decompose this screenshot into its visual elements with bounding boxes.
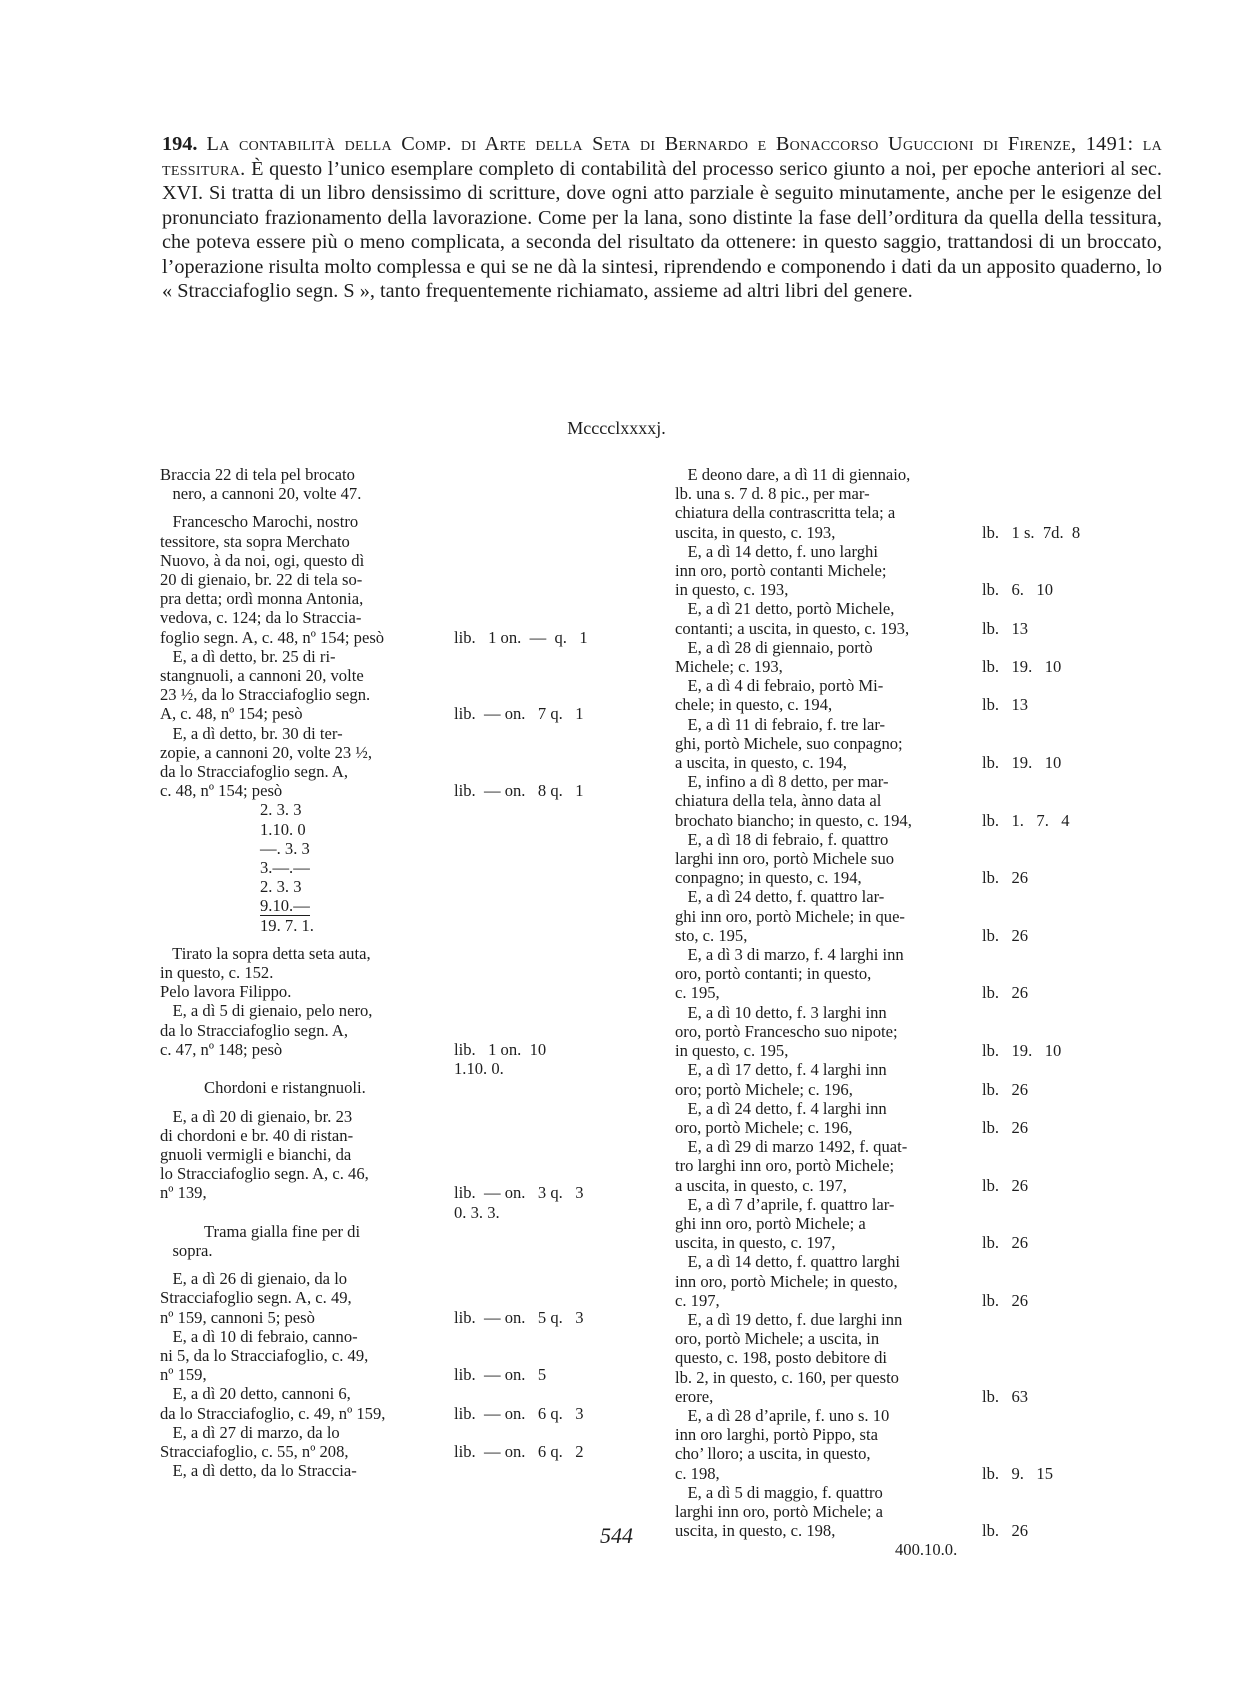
ledger-text: oro, portò contanti; in questo, — [675, 964, 872, 984]
ledger-line — [675, 1003, 1145, 1022]
ledger-text: E, a dì 10 di febraio, canno- — [160, 1326, 358, 1346]
ledger-line — [160, 1442, 640, 1461]
right-ledger-column — [675, 465, 1145, 1560]
ledger-line — [160, 944, 640, 963]
ledger-line — [675, 1137, 1145, 1156]
ledger-text: uscita, in questo, c. 193, — [675, 522, 836, 542]
ledger-line — [675, 542, 1145, 561]
ledger-text: oro, portò Francescho suo nipote; — [675, 1021, 898, 1041]
ledger-line — [675, 599, 1145, 618]
ledger-line — [160, 963, 640, 982]
ledger-text: 20 di gienaio, br. 22 di tela so- — [160, 570, 363, 590]
ledger-text: E, a dì 17 detto, f. 4 larghi inn — [675, 1060, 887, 1080]
ledger-amount: lb. 26 — [982, 868, 1029, 888]
ledger-amount: lb. 19. 10 — [982, 753, 1062, 773]
ledger-text: E, a dì detto, br. 30 di ter- — [160, 723, 343, 743]
sum-value: 19. 7. 1. — [260, 915, 314, 935]
ledger-line — [160, 512, 640, 531]
ledger-amount: lib. — on. 6 q. 2 — [454, 1441, 584, 1461]
ledger-line — [160, 704, 640, 723]
ledger-text: di chordoni e br. 40 di ristan- — [160, 1125, 354, 1145]
ledger-text: chiatura della contrascritta tela; a — [675, 503, 896, 523]
ledger-line — [160, 1269, 640, 1288]
ledger-line — [675, 791, 1145, 810]
ledger-text: da lo Stracciafoglio segn. A, — [160, 1020, 349, 1040]
ledger-line — [160, 1145, 640, 1164]
ledger-line — [675, 695, 1145, 714]
sum-value: 2. 3. 3 — [260, 877, 302, 897]
section-heading: Trama gialla fine per di — [204, 1221, 361, 1241]
ledger-line — [160, 1126, 640, 1145]
ledger-line — [160, 762, 640, 781]
ledger-amount: lib. — on. 5 — [454, 1365, 547, 1385]
ledger-text: a uscita, in questo, c. 197, — [675, 1175, 847, 1195]
entry-gap — [160, 1260, 640, 1269]
ledger-text: uscita, in questo, c. 197, — [675, 1233, 836, 1253]
ledger-line — [160, 484, 640, 503]
sum-line — [160, 896, 640, 915]
ledger-line — [160, 982, 640, 1001]
ledger-text: E, a dì 24 detto, f. 4 larghi inn — [675, 1098, 887, 1118]
sum-value: 3.—.— — [260, 858, 310, 878]
ledger-text: E, a dì 26 di gienaio, da lo — [160, 1269, 348, 1289]
ledger-line — [675, 1080, 1145, 1099]
ledger-amount: lib. 1 on. — q. 1 — [454, 627, 588, 647]
ledger-text: oro, portò Michele; c. 196, — [675, 1117, 853, 1137]
ledger-amount: lib. 1 on. 10 — [454, 1039, 547, 1059]
ledger-text: larghi inn oro, portò Michele suo — [675, 849, 895, 869]
ledger-amount: lb. 19. 10 — [982, 657, 1062, 677]
ledger-text: E, a dì 24 detto, f. quattro lar- — [675, 887, 885, 907]
ledger-amount: lb. 19. 10 — [982, 1041, 1062, 1061]
ledger-text: Stracciafoglio segn. A, c. 49, — [160, 1288, 352, 1308]
ledger-line — [160, 666, 640, 685]
ledger-line — [675, 503, 1145, 522]
ledger-text: brochato biancho; in questo, c. 194, — [675, 810, 912, 830]
ledger-line — [160, 1059, 640, 1078]
ledger-line — [675, 964, 1145, 983]
ledger-line — [160, 465, 640, 484]
ledger-text: nº 159, — [160, 1365, 207, 1385]
entry-body: È questo l’unico esemplare completo di contabilità del processo serico giunto a noi, per epoche anteriori al sec. XVI. Si tratta di un libro densissimo di scritture, dove ogni atto parziale è seguito minutamente, anche per le esigenze del pronunciato frazionamento della lavorazione. Come per la lana, sono distinte la fase dell’orditura da quella della tessitura, che poteva essere più o meno complicata, a seconda del risultato da ottenere: in questo saggio, trattandosi di un broccato, l’operazione risulta molto complessa e qui se ne dà la sintesi, riprendendo e componendo i dati da un apposito quaderno, lo « Stracciafoglio segn. S », tanto frequentemente richiamato, assieme ad altri libri del genere. — [162, 157, 1162, 302]
section-heading: Chordoni e ristangnuoli. — [204, 1078, 366, 1098]
ledger-line — [675, 1464, 1145, 1483]
ledger-text: E, a dì 20 di gienaio, br. 23 — [160, 1106, 353, 1126]
ledger-text: vedova, c. 124; da lo Straccia- — [160, 608, 362, 628]
ledger-line — [675, 638, 1145, 657]
ledger-line — [675, 868, 1145, 887]
ledger-text: gnuoli vermigli e bianchi, da — [160, 1144, 352, 1164]
ledger-line — [675, 1483, 1145, 1502]
ledger-text: Braccia 22 di tela pel brocato — [160, 465, 355, 484]
ledger-line — [675, 1387, 1145, 1406]
ledger-text: 23 ½, da lo Stracciafoglio segn. — [160, 685, 371, 705]
ledger-text: tro larghi inn oro, portò Michele; — [675, 1156, 895, 1176]
ledger-text: Francescho Marochi, nostro — [160, 512, 359, 532]
ledger-line — [675, 1272, 1145, 1291]
ledger-amount: lb. 9. 15 — [982, 1463, 1053, 1483]
ledger-text: in questo, c. 152. — [160, 963, 274, 983]
ledger-text: c. 48, nº 154; pesò — [160, 781, 283, 801]
ledger-amount: lb. 1. 7. 4 — [982, 810, 1070, 830]
sum-line — [160, 858, 640, 877]
ledger-line — [675, 1214, 1145, 1233]
ledger-line — [160, 1288, 640, 1307]
ledger-line — [675, 1406, 1145, 1425]
ledger-line — [675, 1195, 1145, 1214]
ledger-line — [160, 1404, 640, 1423]
ledger-text: sto, c. 195, — [675, 925, 748, 945]
ledger-line — [160, 1423, 640, 1442]
ledger-text: inn oro, portò contanti Michele; — [675, 561, 887, 581]
ledger-amount: 1.10. 0. — [454, 1059, 504, 1079]
ledger-line — [160, 570, 640, 589]
ledger-text: E, a dì 4 di febraio, portò Mi- — [675, 676, 884, 696]
ledger-text: ghi inn oro, portò Michele; a — [675, 1213, 866, 1233]
ledger-text: c. 195, — [675, 983, 720, 1003]
ledger-line — [675, 772, 1145, 791]
ledger-amount: lb. 26 — [982, 983, 1029, 1003]
ledger-line — [160, 1384, 640, 1403]
ledger-line — [160, 1107, 640, 1126]
ledger-line — [675, 907, 1145, 926]
ledger-amount: lb. 1 s. 7d. 8 — [982, 522, 1081, 542]
ledger-amount: lib. — on. 8 q. 1 — [454, 781, 584, 801]
ledger-text: erore, — [675, 1386, 714, 1406]
ledger-amount: lb. 26 — [982, 925, 1029, 945]
ledger-line — [675, 1118, 1145, 1137]
ledger-text: lb. 2, in questo, c. 160, per questo — [675, 1367, 899, 1387]
ledger-line — [675, 523, 1145, 542]
sum-line — [160, 877, 640, 896]
ledger-text: Pelo lavora Filippo. — [160, 982, 292, 1002]
ledger-text: E, a dì 27 di marzo, da lo — [160, 1422, 340, 1442]
ledger-line — [160, 551, 640, 570]
ledger-text: conpagno; in questo, c. 194, — [675, 868, 862, 888]
ledger-text: chiatura della tela, ànno data al — [675, 791, 882, 811]
ledger-line — [675, 1329, 1145, 1348]
ledger-line — [675, 1022, 1145, 1041]
ledger-line — [675, 715, 1145, 734]
ledger-text: E, a dì 14 detto, f. uno larghi — [675, 541, 878, 561]
year-heading: Mcccclxxxxj. — [567, 418, 666, 438]
ledger-text: E, a dì 5 di maggio, f. quattro — [675, 1482, 883, 1502]
ledger-text: larghi inn oro, portò Michele; a — [675, 1501, 883, 1521]
ledger-line — [675, 676, 1145, 695]
page-number: 544 — [600, 1523, 633, 1548]
ledger-line — [675, 561, 1145, 580]
sum-line — [160, 839, 640, 858]
ledger-text: oro; portò Michele; c. 196, — [675, 1079, 853, 1099]
ledger-text: inn oro larghi, portò Pippo, sta — [675, 1425, 878, 1445]
ledger-line — [675, 753, 1145, 772]
left-ledger-column — [160, 465, 640, 1480]
sum-value: —. 3. 3 — [260, 838, 310, 858]
ledger-line — [675, 1291, 1145, 1310]
entry-gap — [160, 503, 640, 512]
ledger-text: E, a dì 29 di marzo 1492, f. quat- — [675, 1137, 908, 1157]
ledger-line — [160, 532, 640, 551]
ledger-line — [675, 734, 1145, 753]
ledger-amount: lb. 26 — [982, 1117, 1029, 1137]
ledger-text: ghi, portò Michele, suo conpagno; — [675, 733, 903, 753]
ledger-line — [675, 619, 1145, 638]
ledger-text: Michele; c. 193, — [675, 657, 783, 677]
ledger-amount: lb. 13 — [982, 695, 1029, 715]
ledger-text: pra detta; ordì monna Antonia, — [160, 589, 364, 609]
ledger-text: E, a dì 18 di febraio, f. quattro — [675, 829, 889, 849]
sum-value: 9.10.— — [260, 896, 310, 916]
ledger-text: tessitore, sta sopra Merchato — [160, 531, 350, 551]
ledger-line — [160, 647, 640, 666]
ledger-amount: lb. 26 — [982, 1521, 1029, 1541]
ledger-text: E, a dì 21 detto, portò Michele, — [675, 599, 895, 619]
ledger-text: uscita, in questo, c. 198, — [675, 1521, 836, 1541]
ledger-text: questo, c. 198, posto debitore di — [675, 1348, 887, 1368]
ledger-text: E, a dì 28 d’aprile, f. uno s. 10 — [675, 1405, 890, 1425]
ledger-text: nº 139, — [160, 1183, 207, 1203]
entry-gap — [160, 1098, 640, 1107]
entry-title: La contabilità della Comp. di Arte della Seta di Bernardo e Bonaccorso Uguccioni di Firenze, 1491: la tessitura. — [162, 133, 1162, 180]
ledger-amount: lb. 63 — [982, 1386, 1029, 1406]
ledger-line — [675, 1502, 1145, 1521]
ledger-line — [160, 1040, 640, 1059]
sum-line — [160, 820, 640, 839]
ledger-line — [160, 1183, 640, 1202]
ledger-text: E, a dì 5 di gienaio, pelo nero, — [160, 1001, 373, 1021]
ledger-text: c. 198, — [675, 1463, 720, 1483]
ledger-line — [675, 1233, 1145, 1252]
ledger-text: Nuovo, à da noi, ogi, questo dì — [160, 550, 365, 570]
ledger-text: Tirato la sopra detta seta auta, — [160, 943, 371, 963]
ledger-text: da lo Stracciafoglio, c. 49, nº 159, — [160, 1403, 386, 1423]
ledger-text: Stracciafoglio, c. 55, nº 208, — [160, 1441, 349, 1461]
ledger-text: E, a dì 10 detto, f. 3 larghi inn — [675, 1002, 887, 1022]
sum-value: 1.10. 0 — [260, 819, 306, 839]
ledger-text: E, a dì 28 di giennaio, portò — [675, 637, 873, 657]
ledger-amount: lb. 26 — [982, 1290, 1029, 1310]
ledger-text: A, c. 48, nº 154; pesò — [160, 704, 303, 724]
ledger-text: E, a dì detto, br. 25 di ri- — [160, 646, 336, 666]
ledger-amount: lb. 26 — [982, 1175, 1029, 1195]
ledger-text: inn oro, portò Michele; in questo, — [675, 1271, 898, 1291]
ledger-line — [160, 628, 640, 647]
ledger-text: zopie, a cannoni 20, volte 23 ½, — [160, 742, 372, 762]
ledger-text: nº 159, cannoni 5; pesò — [160, 1307, 315, 1327]
ledger-text: E, a dì detto, da lo Straccia- — [160, 1461, 357, 1481]
ledger-line — [160, 724, 640, 743]
ledger-amount: lb. 26 — [982, 1079, 1029, 1099]
ledger-line — [675, 849, 1145, 868]
ledger-text: E, a dì 3 di marzo, f. 4 larghi inn — [675, 945, 904, 965]
ledger-line — [675, 1099, 1145, 1118]
ledger-text: E, a dì 14 detto, f. quattro larghi — [675, 1252, 901, 1272]
ledger-line — [160, 1001, 640, 1020]
ledger-text: contanti; a uscita, in questo, c. 193, — [675, 618, 910, 638]
ledger-text: c. 197, — [675, 1290, 720, 1310]
ledger-text: ghi inn oro, portò Michele; in que- — [675, 906, 905, 926]
ledger-line — [160, 1164, 640, 1183]
ledger-amount: lb. 26 — [982, 1233, 1029, 1253]
ledger-line — [160, 1308, 640, 1327]
ledger-amount: 0. 3. 3. — [454, 1202, 500, 1222]
ledger-line — [160, 685, 640, 704]
ledger-amount: lib. — on. 7 q. 1 — [454, 704, 584, 724]
ledger-line — [675, 1176, 1145, 1195]
ledger-line — [675, 887, 1145, 906]
ledger-line — [160, 1241, 640, 1260]
ledger-text: in questo, c. 193, — [675, 580, 789, 600]
intro-paragraph — [162, 132, 1162, 304]
ledger-line — [160, 1021, 640, 1040]
sum-line — [160, 800, 640, 819]
ledger-line — [160, 1327, 640, 1346]
ledger-line — [675, 811, 1145, 830]
ledger-text: ni 5, da lo Stracciafoglio, c. 49, — [160, 1345, 369, 1365]
ledger-text: a uscita, in questo, c. 194, — [675, 753, 847, 773]
ledger-text: E, a dì 20 detto, cannoni 6, — [160, 1384, 351, 1404]
sum-value: 2. 3. 3 — [260, 800, 302, 820]
ledger-line — [675, 580, 1145, 599]
ledger-text: E, a dì 7 d’aprile, f. quattro lar- — [675, 1194, 895, 1214]
ledger-line — [160, 608, 640, 627]
ledger-line — [675, 926, 1145, 945]
ledger-text: in questo, c. 195, — [675, 1041, 789, 1061]
column-total: 400.10.0. — [895, 1540, 958, 1560]
ledger-amount: lb. 6. 10 — [982, 580, 1053, 600]
ledger-text: c. 47, nº 148; pesò — [160, 1039, 283, 1059]
ledger-text: nero, a cannoni 20, volte 47. — [160, 484, 362, 504]
ledger-line — [675, 1368, 1145, 1387]
ledger-text: E, a dì 19 detto, f. due larghi inn — [675, 1309, 903, 1329]
ledger-line — [160, 1365, 640, 1384]
ledger-amount: lib. — on. 6 q. 3 — [454, 1403, 584, 1423]
ledger-text: da lo Stracciafoglio segn. A, — [160, 762, 349, 782]
ledger-line — [160, 1346, 640, 1365]
ledger-line — [160, 1203, 640, 1222]
ledger-text: chele; in questo, c. 194, — [675, 695, 833, 715]
ledger-line — [675, 657, 1145, 676]
ledger-text: oro, portò Michele; a uscita, in — [675, 1329, 880, 1349]
ledger-line — [675, 983, 1145, 1002]
ledger-text: sopra. — [160, 1240, 213, 1260]
ledger-line — [675, 465, 1145, 484]
ledger-text: lo Stracciafoglio segn. A, c. 46, — [160, 1164, 369, 1184]
ledger-line — [675, 1444, 1145, 1463]
ledger-line — [160, 1461, 640, 1480]
ledger-text: foglio segn. A, c. 48, nº 154; pesò — [160, 627, 385, 647]
ledger-line — [675, 1348, 1145, 1367]
ledger-text: cho’ lloro; a uscita, in questo, — [675, 1444, 871, 1464]
ledger-line — [160, 743, 640, 762]
ledger-text: E deono dare, a dì 11 di giennaio, — [675, 465, 911, 484]
entry-gap — [160, 935, 640, 944]
entry-number: 194. — [162, 133, 198, 155]
sum-line — [160, 916, 640, 935]
ledger-text: stangnuoli, a cannoni 20, volte — [160, 666, 364, 686]
ledger-text: E, infino a dì 8 detto, per mar- — [675, 772, 889, 792]
ledger-line — [675, 1252, 1145, 1271]
ledger-amount: lib. — on. 3 q. 3 — [454, 1183, 584, 1203]
ledger-line — [160, 781, 640, 800]
ledger-line — [675, 830, 1145, 849]
ledger-line — [675, 1156, 1145, 1175]
ledger-amount: lib. — on. 5 q. 3 — [454, 1307, 584, 1327]
ledger-line — [675, 1041, 1145, 1060]
ledger-amount: lb. 13 — [982, 618, 1029, 638]
ledger-line — [675, 1310, 1145, 1329]
ledger-line — [160, 589, 640, 608]
ledger-line — [675, 484, 1145, 503]
ledger-line — [675, 1060, 1145, 1079]
ledger-line — [675, 1425, 1145, 1444]
ledger-text: E, a dì 11 di febraio, f. tre lar- — [675, 714, 886, 734]
ledger-text: lb. una s. 7 d. 8 pic., per mar- — [675, 484, 870, 504]
ledger-line — [675, 945, 1145, 964]
